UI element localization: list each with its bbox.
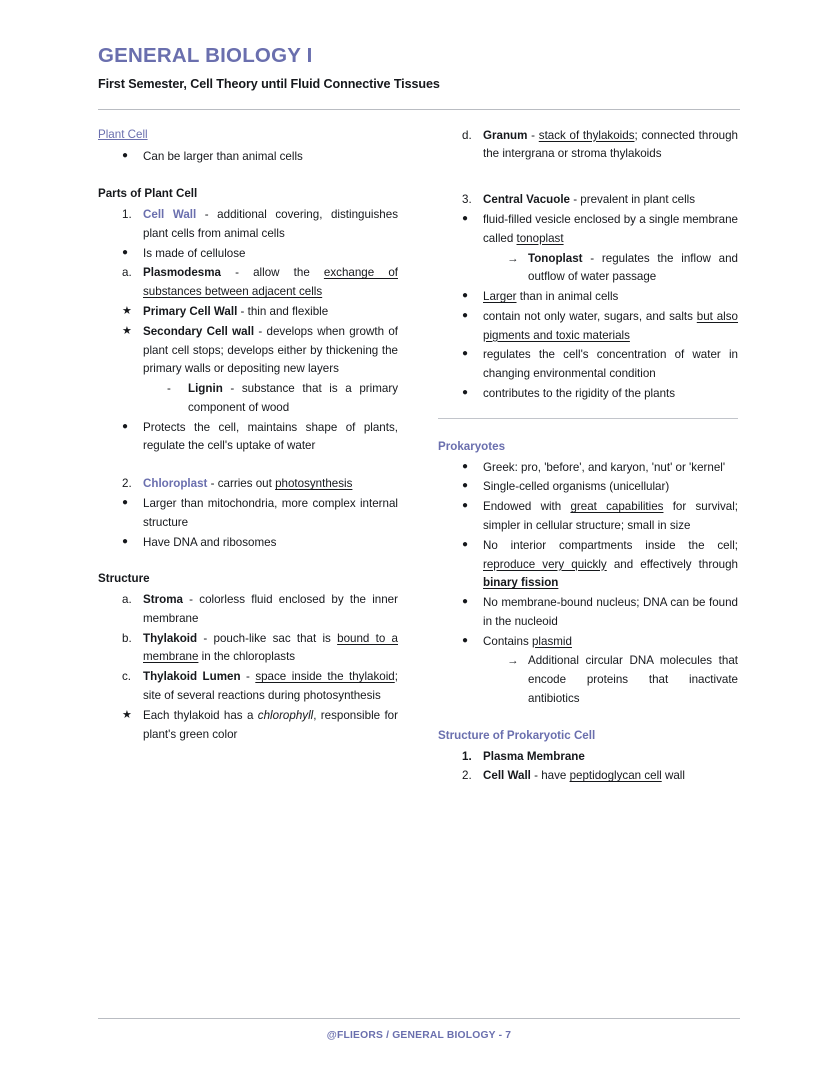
list-item: [438, 478, 738, 497]
bullet-dot-icon: ●: [462, 634, 469, 646]
underlined-phrase: tonoplast: [516, 231, 564, 245]
spacer: [98, 168, 398, 186]
spacer: [438, 710, 738, 728]
list-item: [98, 245, 398, 264]
term-chlorophyll: chlorophyll: [257, 708, 314, 722]
list-item: [438, 652, 738, 708]
bullet-dot-icon: ●: [462, 213, 469, 225]
list-item-text: contain not only water, sugars, and salts: [483, 309, 697, 323]
list-item-text: and effectively through: [606, 557, 738, 571]
list-item: [98, 591, 398, 629]
term-central-vacuole: Central Vacuole: [483, 193, 570, 207]
list-item-text: ; connected through the intergrana or stroma thylakoids: [483, 128, 738, 161]
bullet-dot-icon: ●: [122, 246, 129, 258]
list-item: [438, 250, 738, 288]
list-item-text: No membrane-bound nucleus; DNA can be found in the nucleoid: [483, 596, 738, 628]
list-item: [438, 346, 738, 384]
list-marker: d.: [462, 128, 472, 142]
underlined-phrase: exchange of substances between adjacent cells: [143, 266, 398, 299]
document-footer: [98, 1018, 740, 1041]
list-item-text: ; site of several reactions during photosynthesis: [143, 670, 398, 703]
list-item-text: Single-celled organisms (unicellular): [483, 480, 670, 494]
list-item-text: - prevalent in plant cells: [570, 193, 696, 207]
spacer: [98, 457, 398, 475]
bullet-dot-icon: ●: [462, 500, 469, 512]
list-item: [438, 288, 738, 307]
list-item-text: Endowed with: [483, 500, 571, 514]
list-item-text: Additional circular DNA molecules that encode proteins that inactivate antibiotics: [528, 654, 738, 705]
list-item-text: Larger than mitochondria, more complex internal structure: [143, 496, 398, 529]
term-lignin: Lignin: [188, 382, 223, 396]
list-item-text: - pouch-like sac that is: [197, 631, 338, 645]
list-item: [98, 206, 398, 244]
underlined-phrase: Larger: [483, 290, 517, 304]
list-item: [438, 191, 738, 210]
list-item: [438, 633, 738, 652]
term-granum: Granum: [483, 128, 528, 142]
underlined-phrase: plasmid: [531, 634, 572, 648]
page-subtitle: First Semester, Cell Theory until Fluid Connective Tissues: [98, 76, 440, 91]
bullet-dot-icon: ●: [122, 420, 129, 432]
list-item: [438, 767, 738, 786]
list-item: [98, 630, 398, 668]
left-column: [98, 127, 398, 787]
list-item: [438, 594, 738, 632]
underlined-phrase: peptidoglycan cell: [569, 769, 662, 783]
list-item: [98, 707, 398, 745]
heading-parts-of-plant-cell: Parts of Plant Cell: [98, 187, 198, 201]
list-item-text: No interior compartments inside the cell;: [483, 538, 738, 552]
list-marker: 1.: [122, 208, 132, 222]
list-item-text: for survival; simpler in cellular structure; small in size: [483, 500, 738, 532]
list-item: [98, 323, 398, 379]
list-item-text: in the chloroplasts: [198, 650, 296, 664]
heading-plant-cell: Plant Cell: [98, 127, 148, 141]
list-item: [438, 498, 738, 536]
list-item: [438, 459, 738, 478]
list-item: [98, 148, 398, 167]
heading-prokaryotes: Prokaryotes: [438, 439, 506, 453]
list-item: [98, 264, 398, 302]
list-marker: 1.: [462, 749, 472, 763]
list-item: [98, 475, 398, 494]
list-item-text: - additional covering, distinguishes plant cells from animal cells: [143, 208, 398, 240]
heading-structure: Structure: [98, 572, 150, 586]
underlined-phrase: but also pigments and toxic materials: [483, 309, 739, 342]
underlined-phrase: photosynthesis: [275, 477, 353, 491]
list-item-text: - substance that is a primary component of wood: [188, 382, 398, 414]
list-item: [438, 748, 738, 767]
list-item-text: Have DNA and ribosomes: [143, 535, 277, 549]
list-item-text: - allow the: [220, 266, 324, 280]
footer-text: @FLIEORS / GENERAL BIOLOGY - 7: [326, 1030, 512, 1041]
bullet-arrow-icon: →: [507, 252, 519, 265]
bullet-dot-icon: ●: [462, 348, 469, 360]
footer-divider: [98, 1018, 740, 1019]
list-marker: a.: [122, 593, 132, 607]
list-item: [438, 308, 738, 346]
bullet-dot-icon: ●: [122, 535, 129, 547]
bullet-dot-icon: ●: [462, 480, 469, 492]
term-secondary-cell-wall: Secondary Cell wall: [143, 324, 255, 338]
bullet-dot-icon: ●: [122, 496, 129, 508]
term-primary-cell-wall: Primary Cell Wall: [143, 304, 238, 318]
page-title: GENERAL BIOLOGY I: [98, 44, 313, 67]
list-item-text: - regulates the inflow and outflow of water passage: [528, 251, 738, 284]
list-item-text: Is made of cellulose: [143, 246, 246, 260]
list-item: [98, 303, 398, 322]
document-header: [98, 44, 740, 92]
term-plasma-membrane: Plasma Membrane: [483, 749, 585, 763]
list-item-text: - colorless fluid enclosed by the inner membrane: [143, 593, 398, 625]
bullet-dot-icon: ●: [462, 309, 469, 321]
term-cell-wall: Cell Wall: [143, 208, 197, 222]
underlined-phrase: bound to a membrane: [143, 631, 398, 664]
list-item-text: - thin and flexible: [237, 304, 329, 318]
term-binary-fission: binary fission: [483, 576, 559, 590]
list-item: [438, 127, 738, 165]
header-divider: [98, 109, 740, 110]
list-item-text: fluid-filled vesicle enclosed by a single membrane called: [483, 213, 738, 245]
list-marker: 2.: [122, 477, 132, 491]
bullet-arrow-icon: →: [507, 655, 519, 668]
term-stroma: Stroma: [143, 593, 183, 607]
list-item: [98, 495, 398, 533]
list-item-text: Greek: pro, 'before', and karyon, 'nut' or 'kernel': [483, 460, 726, 474]
list-item-text: Can be larger than animal cells: [143, 150, 303, 164]
list-item: [98, 380, 398, 418]
underlined-phrase: space inside the thylakoid: [255, 670, 395, 684]
section-divider: [438, 418, 738, 419]
list-marker: b.: [122, 631, 132, 645]
bullet-dot-icon: ●: [462, 460, 469, 472]
list-item-text: Protects the cell, maintains shape of plants, regulate the cell's uptake of water: [143, 420, 398, 453]
heading-structure-of-prokaryotic-cell: Structure of Prokaryotic Cell: [438, 728, 596, 742]
bullet-star-icon: ★: [122, 304, 132, 317]
list-item-text: Each thylakoid has a: [143, 708, 258, 722]
list-marker: 3.: [462, 193, 472, 207]
list-item-text: regulates the cell's concentration of water in changing environmental condition: [483, 348, 738, 381]
list-marker: 2.: [462, 769, 472, 783]
list-item: [98, 419, 398, 457]
term-plasmodesma: Plasmodesma: [143, 266, 221, 280]
bullet-dot-icon: ●: [122, 150, 129, 162]
list-item: [438, 385, 738, 404]
bullet-dot-icon: ●: [462, 538, 469, 550]
list-item-text: - develops when growth of plant cell stops; develops either by thickening the primary walls or depositing new layers: [143, 324, 399, 376]
bullet-dot-icon: ●: [462, 290, 469, 302]
list-item-text: than in animal cells: [516, 290, 619, 304]
bullet-star-icon: ★: [122, 708, 132, 721]
list-item-text: , responsible for plant's green color: [143, 708, 398, 741]
list-item-text: contributes to the rigidity of the plants: [483, 387, 676, 401]
list-item-text: Contains: [483, 634, 532, 648]
list-marker: a.: [122, 266, 132, 280]
list-item: [98, 668, 398, 706]
bullet-dot-icon: ●: [462, 387, 469, 399]
bullet-dot-icon: ●: [462, 596, 469, 608]
list-item-text: - have: [530, 769, 570, 783]
list-item: [438, 211, 738, 249]
list-marker: c.: [122, 670, 132, 684]
list-item-text: -: [240, 670, 256, 684]
underlined-phrase: reproduce very quickly: [483, 557, 607, 571]
spacer: [438, 165, 738, 191]
list-item-text: - carries out: [207, 477, 276, 491]
spacer: [98, 553, 398, 571]
underlined-phrase: stack of thylakoids: [538, 128, 635, 142]
list-item-text: wall: [661, 769, 685, 783]
underlined-phrase: great capabilities: [570, 500, 664, 514]
bullet-dash-icon: -: [167, 382, 171, 396]
term-thylakoid: Thylakoid: [143, 631, 198, 645]
term-cell-wall-prokaryote: Cell Wall: [483, 769, 531, 783]
two-column-body: [98, 127, 740, 787]
list-item: [98, 534, 398, 553]
list-item: [438, 537, 738, 593]
term-tonoplast: Tonoplast: [528, 251, 583, 265]
list-item-text: -: [527, 128, 539, 142]
bullet-star-icon: ★: [122, 324, 132, 337]
right-column: [438, 127, 738, 787]
term-thylakoid-lumen: Thylakoid Lumen: [143, 670, 241, 684]
term-chloroplast: Chloroplast: [143, 477, 208, 491]
